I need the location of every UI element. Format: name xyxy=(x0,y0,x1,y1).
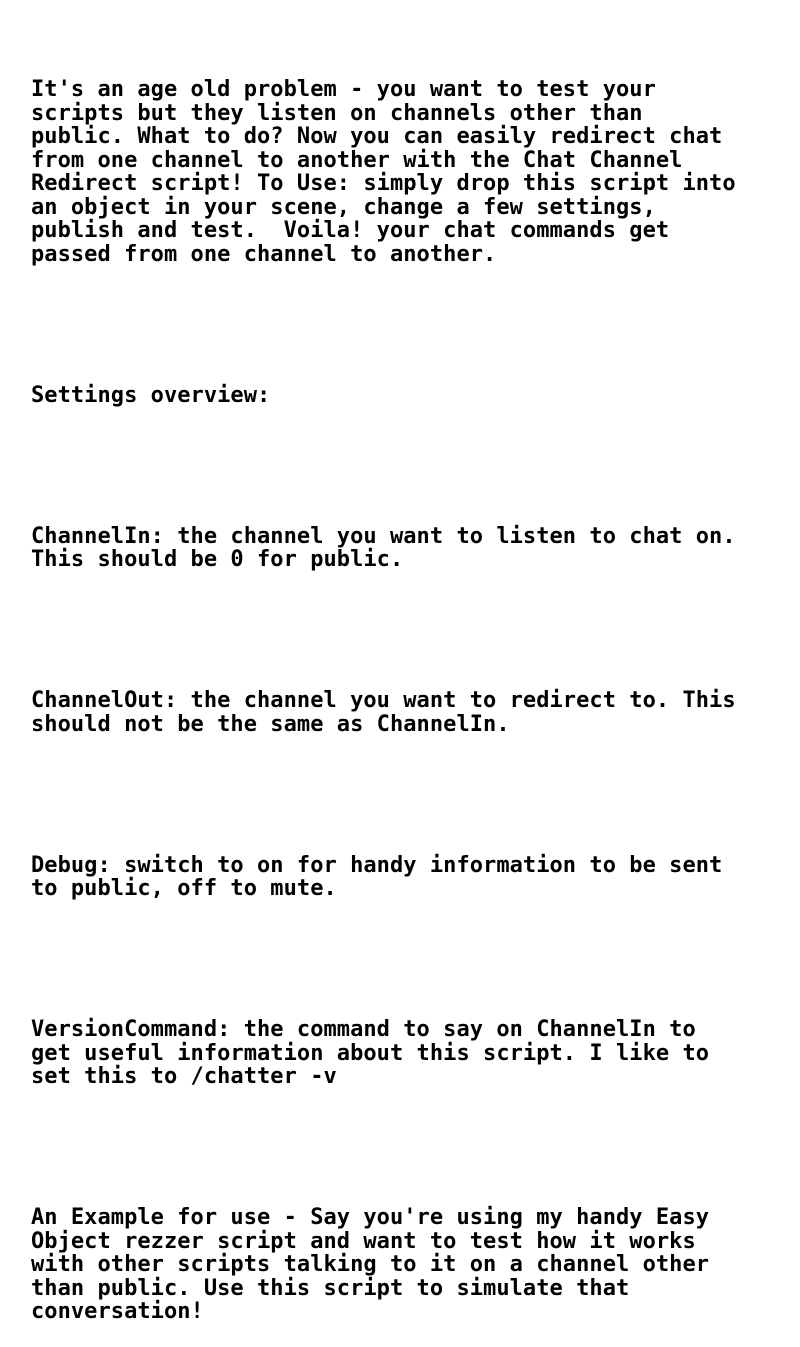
intro-paragraph: It's an age old problem - you want to test your scripts but they listen on channels other than public. What to do? Now you can easily redirect chat from one channel to another with the Chat Channel Redirect script! To Use: simply drop this script into an object in your scene, change a few settings, publish and test. Voila! your chat commands get passed from one channel to another. xyxy=(31,77,736,267)
version-command-setting: VersionCommand: the command to say on ChannelIn to get useful information about this script. I like to set this to /chatter -v xyxy=(31,1017,710,1089)
channel-in-setting: ChannelIn: the channel you want to listen to chat on. This should be 0 for public. xyxy=(31,523,736,572)
settings-heading: Settings overview: xyxy=(31,382,271,408)
debug-setting: Debug: switch to on for handy information to be sent to public, off to mute. xyxy=(31,852,723,901)
paragraph-spacer xyxy=(31,1136,791,1160)
paragraph-spacer xyxy=(31,948,791,972)
document-body xyxy=(31,31,791,1347)
paragraph-spacer xyxy=(31,313,791,337)
channel-out-setting: ChannelOut: the channel you want to redirect to. This should not be the same as ChannelIn. xyxy=(31,688,736,737)
paragraph-spacer xyxy=(31,619,791,643)
paragraph-spacer xyxy=(31,454,791,478)
example-paragraph: An Example for use - Say you're using my handy Easy Object rezzer script and want to test how it works with other scripts talking to it on a channel other than public. Use this script to simulate that conversation! xyxy=(31,1205,710,1324)
paragraph-spacer xyxy=(31,783,791,807)
